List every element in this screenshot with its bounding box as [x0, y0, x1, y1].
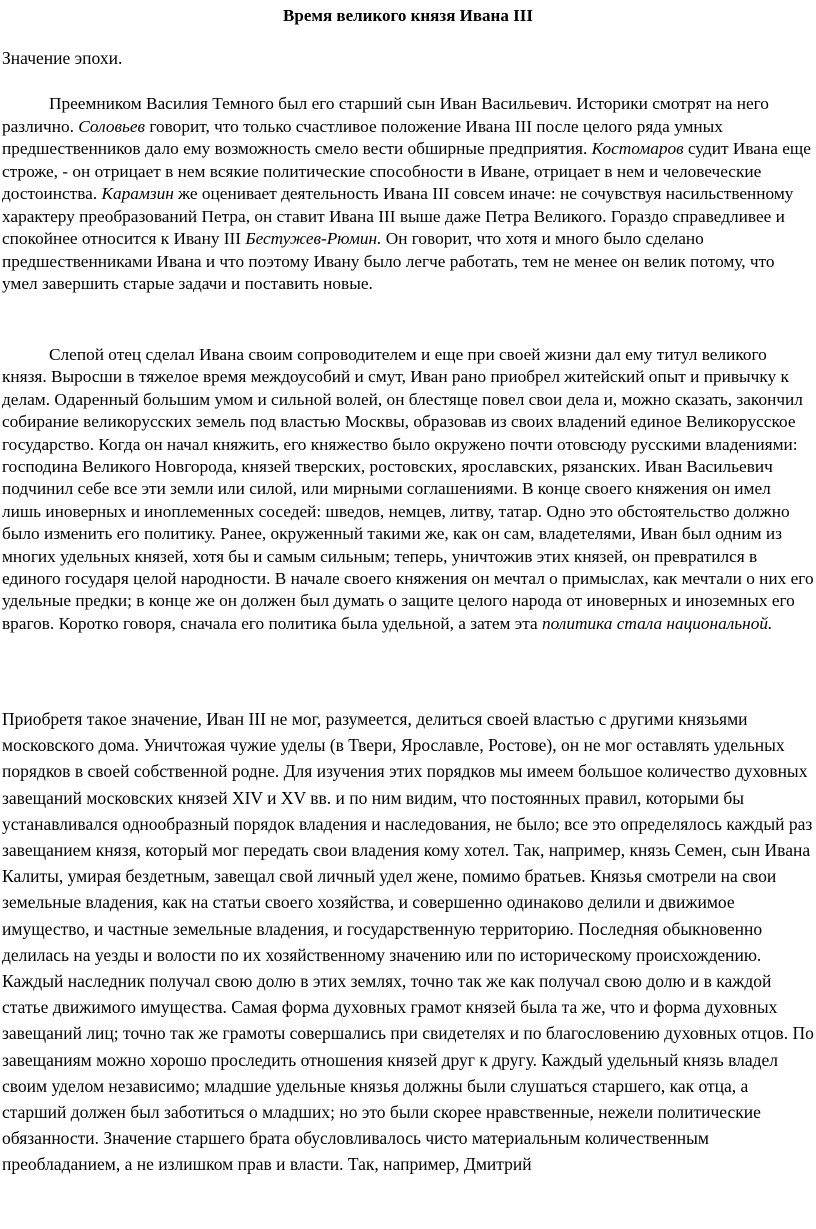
author-name-soloviev: Соловьев [78, 116, 146, 136]
paragraph-2 [2, 344, 814, 635]
section-subtitle: Значение эпохи. [2, 48, 123, 68]
paragraph-2-text: Слепой отец сделал Ивана своим сопроводителем и еще при своей жизни дал ему титул великого князя. Выросши в тяжелое время междоусобий и смут, Иван рано приобрел житейский опыт и привычку к делам. Одаренный большим умом и сильной волей, он блестяще повел свои дела и, можно сказать, закончил собирание великорусских земель под властью Москвы, образовав из своих владений единое Великорусское государство. Когда он начал княжить, его княжество было окружено почти отовсюду русскими владениями: господина Великого Новгорода, князей тверских, ростовских, ярославских, рязанских. Иван Васильевич подчинил себе все эти земли или силой, или мирными соглашениями. В конце своего княжения он имел лишь иноверных и иноплеменных соседей: шведов, немцев, литву, татар. Одно это обстоятельство должно было изменить его политику. Ранее, окруженный такими же, как он сам, владетелями, Иван был одним из многих удельных князей, хотя бы и самым сильным; теперь, уничтожив этих князей, он превратился в единого государя целой народности. В начале своего княжения он мечтал о примыслах, как мечтали о них его удельные предки; в конце же он должен был думать о защите целого народа от иноверных и иноземных его врагов. Коротко говоря, сначала его политика была удельной, а затем эта [2, 345, 814, 633]
paragraph-1-text: говорит, что только счастливое положение Ивана III после целого ряда умных предшественников дало ему возможность смело вести обширные предприятия. [2, 116, 723, 158]
paragraph-3-text: Приобретя такое значение, Иван III не мог, разумеется, делиться своей властью с другими князьями московского дома. Уничтожая чужие уделы (в Твери, Ярославле, Ростове), он не мог оставлять удельных порядков в своей собственной родне. Для изучения этих порядков мы имеем большое количество духовных завещаний московских князей XIV и XV вв. и по ним видим, что постоянных правил, которыми бы устанавливался однообразный порядок владения и наследования, не было; все это определялось каждый раз завещанием князя, который мог передать свои владения кому хотел. Так, например, князь Семен, сын Ивана Калиты, умирая бездетным, завещал свой личный удел жене, помимо братьев. Князья смотрели на свои земельные владения, как на статьи своего хозяйства, и совершенно одинаково делили и движимое имущество, и частные земельные владения, и государственную территорию. Последняя обыкновенно делилась на уезды и волости по их хозяйственному значению или по историческому происхождению. Каждый наследник получал свою долю в этих землях, точно так же как получал свою долю и в каждой статье движимого имущества. Самая форма духовных грамот князей была та же, что и форма духовных завещаний лиц; точно так же грамоты совершались при свидетелях и по благословению духовных отцов. По завещаниям можно хорошо проследить отношения князей друг к другу. Каждый удельный князь владел своим уделом независимо; младшие удельные князья должны были слушаться старшего, как отца, а старший должен был заботиться о младших; но это были скорее нравственные, нежели политические обязанности. Значение старшего брата обусловливалось чисто материальным количественным преобладанием, а не излишком прав и власти. Так, например, Дмитрий [2, 709, 814, 1175]
page-title: Время великого князя Ивана III [283, 6, 533, 25]
author-name-bestuzhev-ryumin: Бестужев-Рюмин. [245, 229, 382, 248]
emphasis-national-policy: политика стала национальной. [541, 613, 773, 633]
paragraph-1-text: Он говорит, что хотя и много было сделано предшественниками Ивана и что поэтому Ивану было легче работать, тем не менее он велик потому, что умел завершить старые задачи и поставить новые. [2, 229, 775, 293]
paragraph-1-text: Преемником Василия Темного был его старший сын Иван Васильевич. Историки смотрят на него различно. [2, 94, 769, 136]
author-name-kostomarov: Костомаров [591, 139, 684, 158]
author-name-karamzin: Карамзин [101, 184, 174, 203]
paragraph-1 [2, 93, 814, 296]
paragraph-3 [2, 706, 814, 1178]
paragraph-1-text: судит Ивана еще строже, - он отрицает в нем всякие политические способности в Иване, отрицает в нем и человеческие достоинства. [2, 139, 811, 203]
paragraph-1-text: же оценивает деятельность Ивана III совсем иначе: не сочувствуя насильственному характеру преобразований Петра, он ставит Ивана III выше даже Петра Великого. Гораздо справедливее и спокойнее относится к Ивану III [2, 184, 794, 248]
